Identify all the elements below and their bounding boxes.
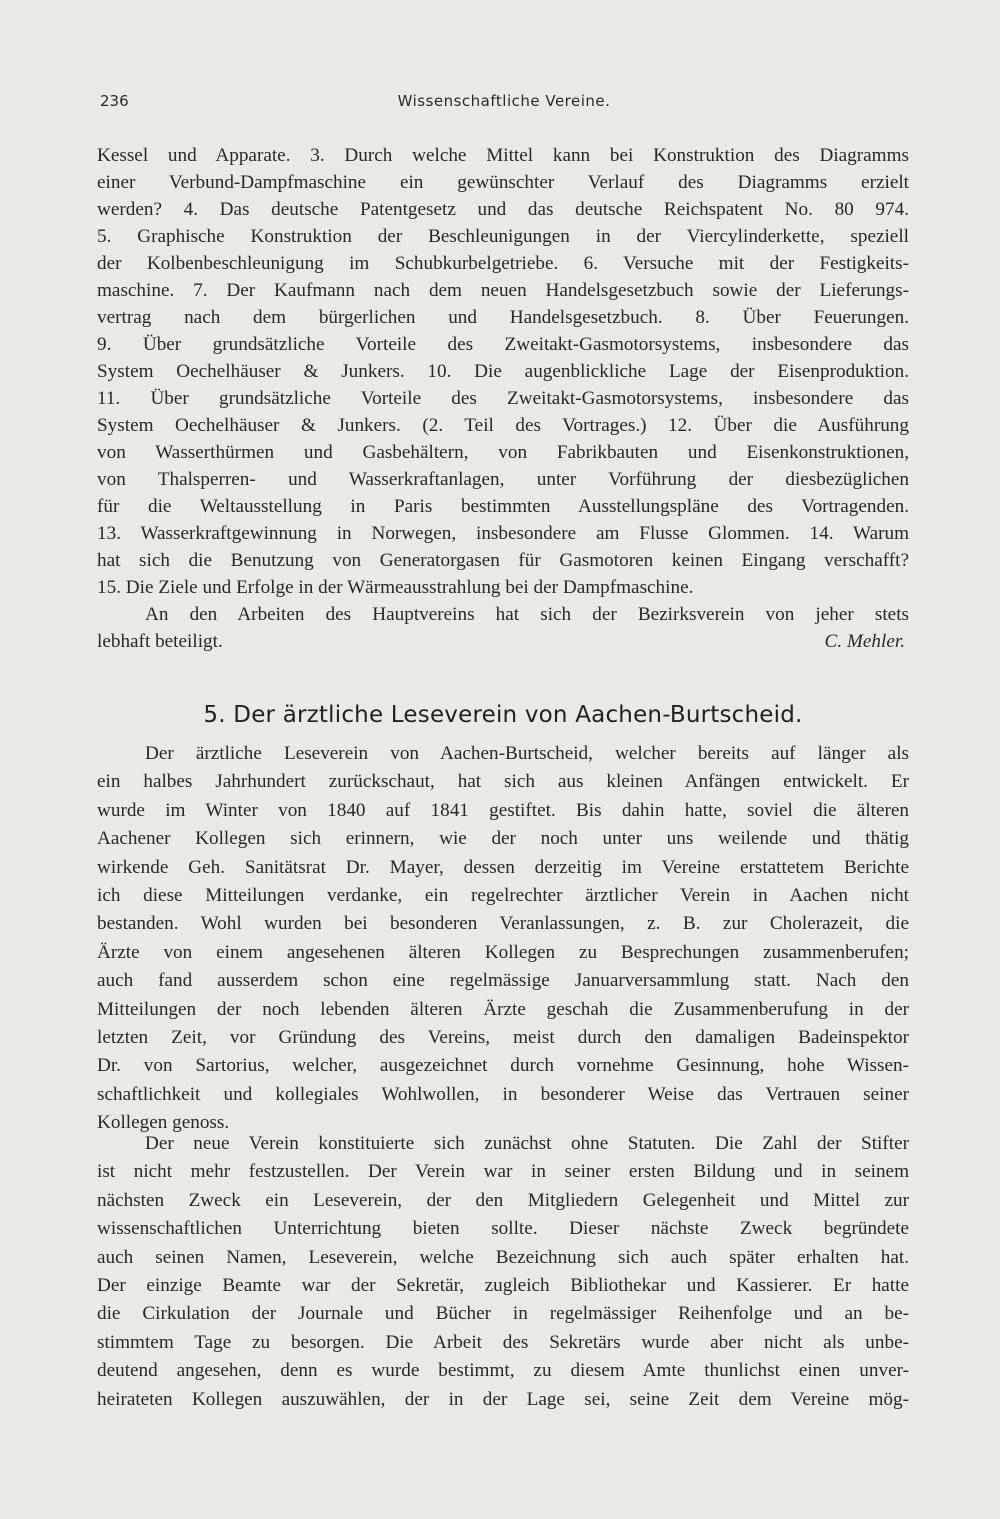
section2-paragraph2 — [97, 1130, 909, 1414]
text-line: 9. Über grundsätzliche Vorteile des Zweitakt-Gasmotorsystems, insbesondere das — [97, 334, 909, 355]
section2-paragraph1 — [97, 740, 909, 1137]
text-line: 11. Über grundsätzliche Vorteile des Zweitakt-Gasmotorsystems, insbesondere das — [97, 388, 909, 409]
text-line: ich diese Mitteilungen verdanke, ein regelrechter ärztlicher Verein in Aachen nicht — [97, 884, 909, 906]
text-line: System Oechelhäuser & Junkers. 10. Die augenblickliche Lage der Eisenproduktion. — [97, 361, 909, 382]
text-line: Der neue Verein konstituierte sich zunächst ohne Statuten. Die Zahl der Stifter — [145, 1133, 909, 1154]
text-line: letzten Zeit, vor Gründung des Vereins, meist durch den damaligen Badeinspektor — [97, 1026, 909, 1048]
text-line: Kollegen genoss. — [97, 1112, 230, 1134]
text-line: maschine. 7. Der Kaufmann nach dem neuen Handelsgesetzbuch sowie der Lieferungs- — [97, 280, 909, 301]
text-line: Dr. von Sartorius, welcher, ausgezeichnet durch vornehme Gesinnung, hohe Wissen- — [97, 1055, 909, 1077]
text-line: werden? 4. Das deutsche Patentgesetz und das deutsche Reichspatent No. 80 974. — [97, 199, 909, 220]
text-line: von Thalsperren- und Wasserkraftanlagen, unter Vorführung der diesbezüglichen — [97, 469, 909, 490]
text-line: 15. Die Ziele und Erfolge in der Wärmeausstrahlung bei der Dampfmaschine. — [97, 577, 694, 598]
text-line: heirateten Kollegen auszuwählen, der in der Lage sei, seine Zeit dem Vereine mög- — [97, 1388, 909, 1410]
text-line: nächsten Zweck ein Leseverein, der den Mitgliedern Gelegenheit und Mittel zur — [97, 1189, 909, 1211]
text-line: Kessel und Apparate. 3. Durch welche Mittel kann bei Konstruktion des Diagramms — [97, 145, 909, 166]
text-line: wirkende Geh. Sanitätsrat Dr. Mayer, dessen derzeitig im Vereine erstattetem Berichte — [97, 856, 909, 878]
text-line: ein halbes Jahrhundert zurückschaut, hat sich aus kleinen Anfängen entwickelt. Er — [97, 771, 909, 793]
text-line: einer Verbund-Dampfmaschine ein gewünschter Verlauf des Diagramms erzielt — [97, 172, 909, 193]
closing-text: lebhaft beteiligt. — [97, 631, 223, 652]
text-line: bestanden. Wohl wurden bei besonderen Veranlassungen, z. B. zur Cholerazeit, die — [97, 913, 909, 935]
text-line: vertrag nach dem bürgerlichen und Handelsgesetzbuch. 8. Über Feuerungen. — [97, 307, 909, 328]
text-line: auch seinen Namen, Leseverein, welche Bezeichnung sich auch später erhalten hat. — [97, 1246, 909, 1268]
text-line: deutend angesehen, denn es wurde bestimmt, zu diesem Amte thunlichst einen unver- — [97, 1360, 909, 1382]
text-line: 13. Wasserkraftgewinnung in Norwegen, insbesondere am Flusse Glommen. 14. Warum — [97, 523, 909, 544]
text-line: von Wasserthürmen und Gasbehältern, von Fabrikbauten und Eisenkonstruktionen, — [97, 442, 909, 463]
text-line: Aachener Kollegen sich erinnern, wie der noch unter uns weilende und thätig — [97, 828, 909, 850]
text-line: 5. Graphische Konstruktion der Beschleunigungen in der Viercylinderkette, speziell — [97, 226, 909, 247]
section1-text — [97, 142, 909, 655]
text-line-with-signature — [97, 628, 909, 655]
text-line: schaftlichkeit und kollegiales Wohlwollen, in besonderer Weise das Vertrauen seiner — [97, 1083, 909, 1105]
text-line: der Kolbenbeschleunigung im Schubkurbelgetriebe. 6. Versuche mit der Festigkeits- — [97, 253, 909, 274]
text-line: stimmtem Tage zu besorgen. Die Arbeit des Sekretärs wurde aber nicht als unbe- — [97, 1331, 909, 1353]
page-number: 236 — [100, 92, 129, 110]
text-line: die Cirkulation der Journale und Bücher in regelmässiger Reihenfolge und an be- — [97, 1303, 909, 1325]
text-line: ist nicht mehr festzustellen. Der Verein war in seiner ersten Bildung und in seinem — [97, 1161, 909, 1183]
text-line: wissenschaftlichen Unterrichtung bieten sollte. Dieser nächste Zweck begründete — [97, 1218, 909, 1240]
text-line: System Oechelhäuser & Junkers. (2. Teil des Vortrages.) 12. Über die Ausführung — [97, 415, 909, 436]
text-line: wurde im Winter von 1840 auf 1841 gestiftet. Bis dahin hatte, soviel die älteren — [97, 799, 909, 821]
running-title: Wissenschaftliche Vereine. — [397, 92, 611, 110]
text-line: An den Arbeiten des Hauptvereins hat sich der Bezirksverein von jeher stets — [145, 604, 909, 625]
text-line: hat sich die Benutzung von Generatorgasen für Gasmotoren keinen Eingang verschafft? — [97, 550, 909, 571]
text-line: Der einzige Beamte war der Sekretär, zugleich Bibliothekar und Kassierer. Er hatte — [97, 1274, 909, 1296]
text-line: für die Weltausstellung in Paris bestimmten Ausstellungspläne des Vortragenden. — [97, 496, 909, 517]
text-line: Mitteilungen der noch lebenden älteren Ärzte geschah die Zusammenberufung in der — [97, 998, 909, 1020]
section-heading: 5. Der ärztliche Leseverein von Aachen-Burtscheid. — [203, 702, 803, 728]
running-head — [98, 92, 910, 116]
text-line: auch fand ausserdem schon eine regelmässige Januarversammlung statt. Nach den — [97, 970, 909, 992]
text-line: Der ärztliche Leseverein von Aachen-Burtscheid, welcher bereits auf länger als — [145, 743, 909, 764]
author-signature: C. Mehler. — [824, 631, 905, 652]
text-line: Ärzte von einem angesehenen älteren Kollegen zu Besprechungen zusammenberufen; — [97, 941, 909, 963]
